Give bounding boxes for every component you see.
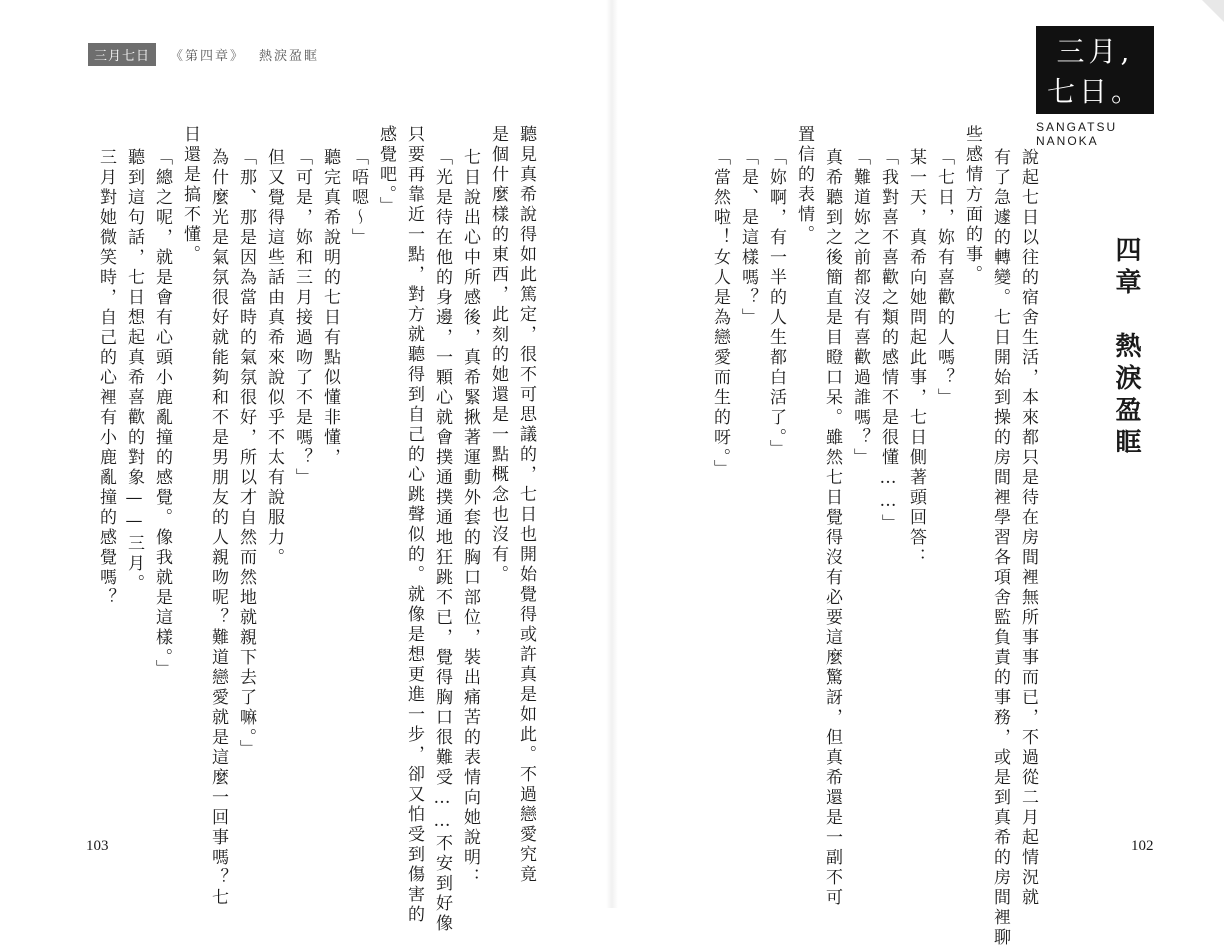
text-line: 「那、那是因為當時的氣氛很好，所以才自然而然地就親下去了嘛。」 xyxy=(236,148,256,760)
text-line: 真希聽到之後簡直是目瞪口呆。雖然七日覺得沒有必要這麼驚訝，但真希還是一副不可 xyxy=(822,148,842,908)
chapter-title: 四章 熱淚盈眶 xyxy=(1111,236,1141,460)
chapter-label: 《第四章》 xyxy=(170,48,246,64)
text-line: 聽見真希說得如此篤定，很不可思議的，七日也開始覺得或許真是如此。不過戀愛究竟 xyxy=(516,125,536,885)
text-line: 為什麼光是氣氛很好就能夠和不是男朋友的人親吻呢？難道戀愛就是這麼一回事嗎？七 xyxy=(208,148,228,908)
text-line: 說起七日以往的宿舍生活，本來都只是待在房間裡無所事事而已，不過從二月起情況就 xyxy=(1018,148,1038,908)
text-line: 三月對她微笑時，自己的心裡有小鹿亂撞的感覺嗎？ xyxy=(96,148,116,608)
text-line: 「可是，妳和三月接過吻了不是嗎？」 xyxy=(292,148,312,488)
text-line: 只要再靠近一點，對方就聽得到自己的心跳聲似的。就像是想更進一步，卻又怕受到傷害的 xyxy=(404,125,424,925)
right-page xyxy=(612,0,1224,948)
text-line: 七日說出心中所感後，真希緊揪著運動外套的胸口部位，裝出痛苦的表情向她說明： xyxy=(460,148,480,888)
text-line: 有了急遽的轉變。七日開始到操的房間裡學習各項舍監負責的事務，或是到真希的房間裡聊 xyxy=(990,148,1010,948)
text-line: 但又覺得這些話由真希來說似乎不太有說服力。 xyxy=(264,148,284,568)
text-line: 「是、是這樣嗎？」 xyxy=(738,148,758,328)
series-logo xyxy=(1036,26,1154,148)
text-line: 「難道妳之前都沒有喜歡過誰嗎？」 xyxy=(850,148,870,468)
text-line: 「總之呢，就是會有心頭小鹿亂撞的感覺。像我就是這樣。」 xyxy=(152,148,172,680)
page-number: 102 xyxy=(1131,838,1154,854)
text-line: 置信的表情。 xyxy=(794,125,814,245)
text-line: 某一天，真希向她問起此事，七日側著頭回答： xyxy=(906,148,926,568)
text-line: 「當然啦！女人是為戀愛而生的呀。」 xyxy=(710,148,730,480)
series-logo-subtitle: SANGATSU NANOKA xyxy=(1036,120,1118,148)
page-number: 103 xyxy=(86,838,109,854)
left-page xyxy=(0,0,612,934)
text-line: 些感情方面的事。 xyxy=(962,125,982,285)
text-line: 感覺吧。」 xyxy=(376,125,396,217)
text-line: 聽完真希說明的七日有點似懂非懂， xyxy=(320,148,340,468)
text-line: 日還是搞不懂。 xyxy=(180,125,200,265)
running-header xyxy=(88,44,319,64)
text-line: 「妳啊，有一半的人生都白活了。」 xyxy=(766,148,786,460)
series-logo-small: 三月七日 xyxy=(88,43,156,66)
text-line: 「唔嗯～」 xyxy=(348,148,368,248)
text-line: 聽到這句話，七日想起真希喜歡的對象——三月。 xyxy=(124,148,144,594)
series-logo-text: 三月,七日。 xyxy=(1036,26,1154,114)
text-line: 「我對喜不喜歡之類的感情不是很懂……」 xyxy=(878,148,898,534)
chapter-title-header: 熱淚盈眶 xyxy=(259,48,320,64)
text-line: 「光是待在他的身邊，一顆心就會撲通撲通地狂跳不已，覺得胸口很難受……不安到好像 xyxy=(432,148,452,934)
corner-shade xyxy=(1202,0,1224,22)
text-line: 是個什麼樣的東西，此刻的她還是一點概念也沒有。 xyxy=(488,125,508,585)
text-line: 「七日，妳有喜歡的人嗎？」 xyxy=(934,148,954,408)
